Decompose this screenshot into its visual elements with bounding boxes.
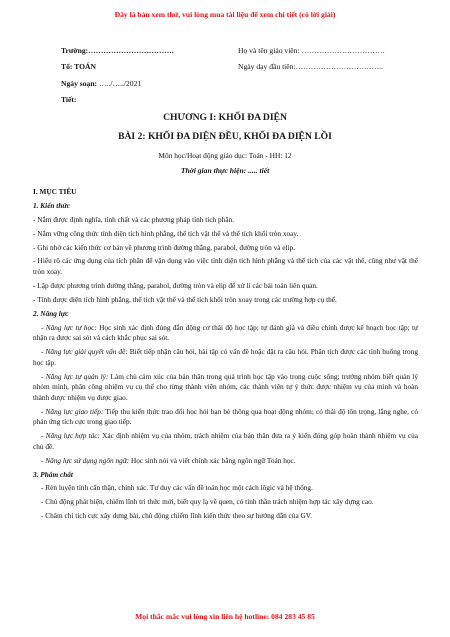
competence-item — [33, 372, 418, 404]
knowledge-item: - Tính được diện tích hình phẳng, thể tích vật thể và thể tích khối tròn xoay trong các trường hợp cụ thể. — [33, 294, 337, 304]
knowledge-item: - Hiểu rõ các ứng dụng của tích phân để vận dụng vào việc tính diện tích hình phẳng và thể tích của các vật thể, cũng như vật thể tròn xoay. — [33, 256, 418, 277]
competence-text: Làm chủ cảm xúc của bản thân trong quá trình học tập vào trong cuộc sống; trưởng nhóm biết quản lý nhóm mình, phân công nhiệm vụ cụ thể cho từng thành viên nhóm, các thành viên tự ý thức được nhiệm vụ của mình và hoàn thành được nhiệm vụ được giao. — [33, 371, 418, 402]
competence-label: - Năng lực giải quyết vấn đề: — [41, 347, 128, 357]
teacher-field: Họ và tên giáo viên: …………………………… — [238, 46, 386, 55]
competence-text: Học sinh xác định đúng đắn động cơ thái độ học tập; tự đánh giá và điều chỉnh được kế hoạch học tập; tự nhận ra được sai sót và cách khắc phục sai sót. — [33, 322, 419, 343]
competence-text: Học sinh nói và viết chính xác bằng ngôn ngữ Toán học. — [129, 455, 296, 465]
competence-label: - Năng lực sử dụng ngôn ngữ: — [41, 455, 130, 465]
period-field: Tiết: — [61, 95, 77, 104]
chapter-title: CHƯƠNG I: KHỐI ĐA DIỆN — [163, 112, 287, 123]
competence-item — [33, 431, 418, 452]
knowledge-item: - Nắm được định nghĩa, tính chất và các phương pháp tính tích phân. — [33, 214, 235, 224]
quality-item: - Chủ động phát hiện, chiếm lĩnh tri thức mới, biết quy lạ về quen, có tinh thần trách nhiệm hợp tác xây dựng cao. — [41, 497, 374, 507]
quality-item: - Chăm chỉ tích cực xây dựng bài, chủ động chiếm lĩnh kiến thức theo sự hướng dẫn của GV. — [41, 511, 312, 521]
hotline-banner: Mọi thắc mắc vui lòng xin liên hệ hotline: 084 283 45 85 — [135, 612, 315, 621]
quality-heading: 3. Phẩm chất — [33, 469, 73, 479]
competence-item — [33, 456, 418, 467]
competence-heading: 2. Năng lực — [33, 308, 69, 318]
prep-date-value: …../…../2021 — [97, 79, 142, 88]
competence-label: - Năng lực tự quản lý: — [41, 371, 109, 381]
knowledge-item: - Lập được phương trình đường thẳng, parabol, đường tròn và elip để xử lí các bài toán liên quan. — [33, 280, 318, 290]
lesson-title: BÀI 2: KHỐI ĐA DIỆN ĐỀU, KHỐI ĐA DIỆN LỒI — [118, 131, 332, 142]
knowledge-heading: 1. Kiến thức — [33, 200, 71, 210]
section-heading: I. MỤC TIÊU — [33, 187, 77, 196]
competence-item — [33, 407, 418, 428]
time-line: Thời gian thực hiện: ..... tiết — [180, 166, 270, 175]
competence-text: Tiếp thu kiến thức trao đổi học hỏi bạn bè thông qua hoạt động nhóm; có thái độ tôn trọng, lắng nghe, có phản ứng tích cực trong giao tiếp. — [33, 406, 418, 427]
competence-item — [33, 323, 418, 344]
competence-text: Biết tiếp nhận câu hỏi, bài tập có vấn đề hoặc đặt ra câu hỏi. Phân tích được các tình huống trong học tập. — [33, 347, 418, 367]
school-field: Trường:……………………………. — [61, 46, 174, 55]
knowledge-item: - Nắm vững công thức tính diện tích hình phẳng, thể tích vật thể và thể tích khối tròn xoay. — [33, 228, 299, 238]
knowledge-item: - Ghi nhớ các kiến thức cơ bản về phương trình đường thẳng, parabol, đường tròn và elip. — [33, 242, 296, 252]
document-body — [33, 187, 418, 525]
preview-banner: Đây là bản xem thử, vui lòng mua tài liệu để xem chi tiết (có lời giải) — [114, 10, 336, 19]
competence-label: - Năng lực hợp tác: — [41, 431, 100, 441]
teach-date-field: Ngày dạy đầu tiên:…………………………….. — [238, 62, 383, 71]
quality-item: - Rèn luyện tính cẩn thận, chính xác. Tư duy các vấn đề toán học một cách lôgic và hệ thống. — [41, 483, 313, 493]
competence-label: - Năng lực tự học: — [41, 322, 97, 332]
competence-text: Xác định nhiệm vụ của nhóm, trách nhiệm của bản thân đưa ra ý kiến đóng góp hoàn thành nhiệm vụ của chủ đề. — [33, 431, 418, 451]
prep-date-label: Ngày soạn: — [61, 79, 98, 88]
competence-item — [33, 347, 418, 368]
group-field: Tổ: TOÁN — [61, 62, 96, 71]
subject-line: Môn học/Hoạt động giáo dục: Toán - HH: 12 — [158, 151, 292, 160]
prep-date-field — [61, 79, 141, 88]
competence-label: - Năng lực giao tiếp: — [41, 406, 104, 416]
